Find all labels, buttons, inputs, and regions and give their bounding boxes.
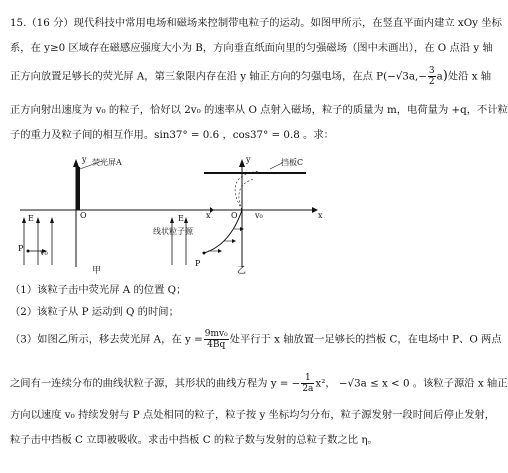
problem-line-3: 正方向放置足够长的荧光屏 A，第三象限内存在沿 y 轴正方向的匀强电场，在点 P(−√3a,− $\frac{3}{2}$ a)处沿 x 轴 [10,66,492,87]
yi-v-label: v₀ [255,211,263,220]
jia-v-label: v₀ [40,248,48,257]
question-3-text-e: 方向以速度 v₀ 持续发射与 P 点处相同的粒子，粒子按 y 坐标均匀分布，粒子源发射一段时间后停止发射， [10,409,496,421]
problem-line-1 [10,16,502,30]
question-3-line-3 [10,408,495,422]
question-3-fraction: $\frac{\text{9mv₀}}{4Bq}$ [204,329,228,350]
question-2 [10,305,179,319]
problem-text-3b: 处沿 x 轴 [447,70,492,83]
problem-line-2 [10,41,493,55]
point-p-x: −√3a [387,70,415,83]
point-p-y-fraction: $\frac{3}{2}$ [428,66,435,87]
screen-a-label: 荧光屏A [92,158,122,167]
figure-jia-caption: 甲 [92,266,102,276]
yi-o-label: O [231,211,238,220]
question-3-text-c: 之间有一连续分布的曲线状粒子源，其形状的曲线方程为 y = − [10,377,301,390]
question-2-text: （2）该粒子从 P 运动到 Q 的时间； [10,306,179,318]
problem-text-2: 系，在 y≥0 区域存在磁感应强度大小为 B，方向垂直纸面向里的匀强磁场（图中未画出），在 O 点沿 y 轴 [10,42,493,54]
board-c-label: 挡板C [281,158,304,167]
problem-text-1: 现代科技中常用电场和磁场来控制带电粒子的运动。如图甲所示，在竖直平面内建立 xOy 坐标 [73,17,502,29]
point-p-y-suffix: a [436,70,443,83]
question-1-text: （1）该粒子击中荧光屏 A 的位置 Q； [10,284,187,296]
figure-yi-caption: 乙 [237,266,247,276]
point-p-neg: − [418,70,427,83]
yi-p-label: P [195,259,201,268]
question-3-text-b: 处平行于 x 轴放置一足够长的挡板 C，在电场中 P、O 两点 [229,333,502,346]
question-1 [10,283,186,297]
question-3-line-1 [10,329,502,350]
question-3-text-d: x²， −√3a ≤ x < 0 。该粒子源沿 x 轴正 [315,377,508,390]
source-label: 线状粒子源 [153,227,193,236]
question-3-text-a: （3）如图乙所示，移去荧光屏 A，在 y = [10,333,203,346]
yi-x-label: x [318,211,323,220]
problem-line-5 [10,128,334,142]
problem-number: 15. [10,17,27,29]
jia-x-label: x [206,211,211,220]
problem-text-3: 正方向放置足够长的荧光屏 A，第三象限内存在沿 y 轴正方向的匀强电场，在点 P( [10,70,388,83]
question-3-line-2 [10,373,508,394]
point-p-sep: , [414,70,419,83]
curve-fraction: $\frac{1}{2a}$ [302,373,314,394]
problem-score: （16 分） [26,17,74,29]
problem-text-5: 子的重力及粒子间的相互作用。sin37° = 0.6 ，cos37° = 0.8 。求： [10,129,334,141]
problem-line-4 [10,103,508,117]
jia-y-label: y [82,155,87,164]
question-3-text-f: 粒子击中挡板 C 立即被吸收。求击中挡板 C 的粒子数与发射的总粒子数之比 η。 [10,434,378,446]
jia-e-label: E [28,214,34,223]
question-3-line-4 [10,433,378,447]
jia-o-label: O [80,211,87,220]
figure-yi [160,155,320,273]
problem-text-4: 正方向射出速度为 v₀ 的粒子，恰好以 2v₀ 的速率从 O 点射入磁场，粒子的质量为 m，电荷量为 +q，不计粒 [10,104,508,116]
yi-y-label: y [246,155,251,164]
yi-e-label: E [178,214,184,223]
jia-p-label: P [18,244,24,253]
